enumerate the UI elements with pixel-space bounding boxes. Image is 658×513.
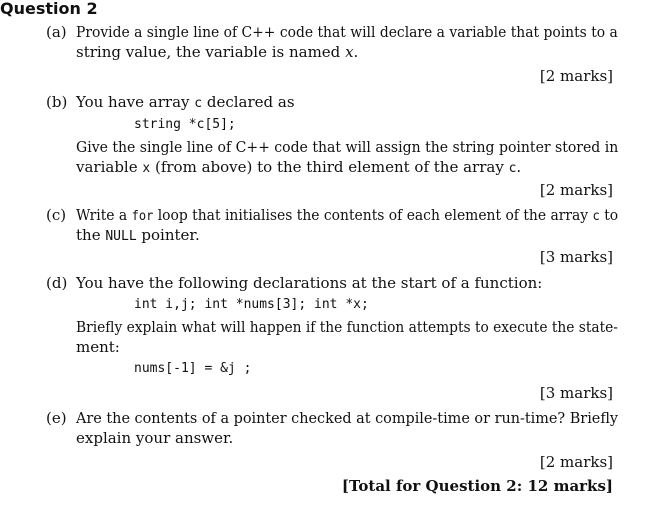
- part-b-line-2-code-x: x: [142, 161, 151, 176]
- part-c-marks: [3 marks]: [539, 248, 613, 266]
- part-a-line-1: Provide a single line of C++ code that will declare a variable that points to a: [76, 23, 618, 41]
- part-b-label: (b): [46, 93, 68, 111]
- part-c-line-1: [76, 205, 618, 227]
- question-total-marks: [Total for Question 2: 12 marks]: [341, 477, 613, 495]
- part-b-intro: [76, 92, 295, 114]
- part-b-line-2: [76, 157, 521, 179]
- part-b-line-2-punct: .: [516, 158, 522, 176]
- part-b-line-1: Give the single line of C++ code that will assign the string pointer stored in: [76, 138, 619, 156]
- part-d-declarations-code: int i,j; int *nums[3]; int *x;: [134, 297, 369, 312]
- part-b-marks: [2 marks]: [539, 181, 613, 199]
- part-c-line-2: [76, 225, 200, 247]
- part-d-marks: [3 marks]: [539, 384, 613, 402]
- part-c-line-1-mid: loop that initialises the contents of each element of the array: [153, 206, 593, 224]
- part-c-null-code: NULL: [105, 229, 137, 244]
- part-c-line-1-text: Write a: [76, 206, 132, 224]
- part-a-label: (a): [46, 23, 67, 41]
- part-a-line-2: [76, 42, 358, 62]
- part-b-line-2-mid: (from above) to the third element of the array: [150, 158, 509, 176]
- part-b-intro-tail: declared as: [202, 93, 295, 111]
- part-a-punct: .: [353, 43, 359, 61]
- part-a-marks: [2 marks]: [539, 67, 613, 85]
- part-c-for-code: for: [131, 209, 154, 224]
- part-d-label: (d): [46, 274, 68, 292]
- question-title: Question 2: [0, 0, 98, 18]
- part-c-line-2-tail: pointer.: [136, 226, 200, 244]
- part-d-line-1: You have the following declarations at the start of a function:: [76, 274, 543, 292]
- part-b-line-2-code-c: c: [508, 161, 517, 176]
- part-c-array-code: c: [592, 209, 600, 224]
- part-d-statement-code: nums[-1] = &j ;: [134, 361, 252, 376]
- part-d-line-3: ment:: [76, 338, 120, 356]
- part-e-label: (e): [46, 409, 67, 427]
- part-b-intro-code: c: [194, 96, 203, 111]
- part-d-line-2: Briefly explain what will happen if the function attempts to execute the state-: [76, 318, 618, 336]
- part-e-line-1: Are the contents of a pointer checked at compile-time or run-time? Briefly: [76, 409, 619, 427]
- part-e-marks: [2 marks]: [539, 453, 613, 471]
- part-b-code: string *c[5];: [134, 117, 236, 132]
- part-c-line-1-tail: to: [599, 206, 619, 224]
- part-a-variable: x: [345, 43, 354, 61]
- part-e-line-2: explain your answer.: [76, 429, 234, 447]
- part-b-line-2-text: variable: [76, 158, 143, 176]
- part-b-intro-text: You have array: [76, 93, 195, 111]
- part-c-line-2-text: the: [76, 226, 106, 244]
- part-c-label: (c): [46, 206, 67, 224]
- part-a-text: string value, the variable is named: [76, 43, 346, 61]
